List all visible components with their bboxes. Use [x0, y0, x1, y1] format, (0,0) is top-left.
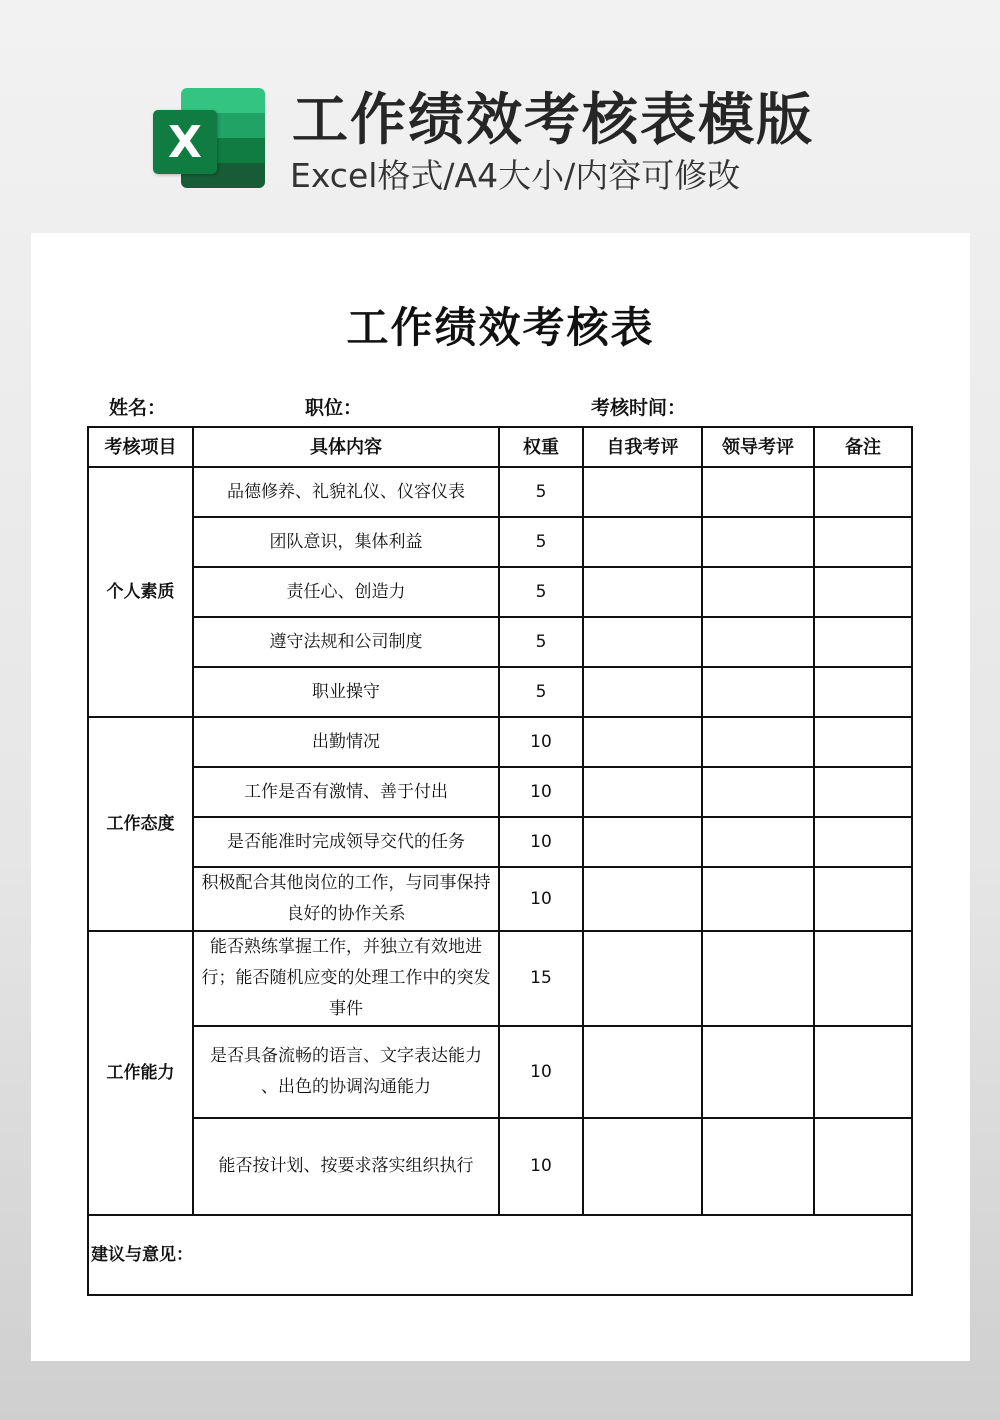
self-eval-cell[interactable] [583, 667, 702, 717]
remarks-field[interactable] [88, 1215, 912, 1295]
table-row [88, 931, 912, 1026]
table-row [88, 467, 912, 517]
table-row [88, 717, 912, 767]
table-row [88, 767, 912, 817]
header-cell: 自我考评 [583, 427, 702, 467]
document-title: 工作绩效考核表 [346, 303, 655, 352]
remark-cell[interactable] [814, 1026, 912, 1118]
content-cell: 品德修养、礼貌礼仪、仪容仪表 [193, 467, 499, 517]
excel-icon: X [153, 110, 217, 174]
weight-cell: 5 [499, 517, 583, 567]
content-cell: 出勤情况 [193, 717, 499, 767]
leader-eval-cell[interactable] [702, 1118, 814, 1215]
remark-cell[interactable] [814, 567, 912, 617]
leader-eval-cell[interactable] [702, 1026, 814, 1118]
content-cell: 工作是否有激情、善于付出 [193, 767, 499, 817]
content-cell: 责任心、创造力 [193, 567, 499, 617]
remark-cell[interactable] [814, 1118, 912, 1215]
evaluation-table [87, 426, 913, 1296]
weight-cell: 5 [499, 667, 583, 717]
header-cell: 权重 [499, 427, 583, 467]
leader-eval-cell[interactable] [702, 867, 814, 931]
remark-cell[interactable] [814, 867, 912, 931]
leader-eval-cell[interactable] [702, 767, 814, 817]
table-row [88, 1026, 912, 1118]
remark-cell[interactable] [814, 467, 912, 517]
content-cell: 职业操守 [193, 667, 499, 717]
content-cell: 团队意识，集体利益 [193, 517, 499, 567]
table-row [88, 667, 912, 717]
weight-cell: 5 [499, 567, 583, 617]
leader-eval-cell[interactable] [702, 817, 814, 867]
remark-cell[interactable] [814, 767, 912, 817]
leader-eval-cell[interactable] [702, 717, 814, 767]
leader-eval-cell[interactable] [702, 517, 814, 567]
self-eval-cell[interactable] [583, 1118, 702, 1215]
remark-cell[interactable] [814, 617, 912, 667]
remark-cell[interactable] [814, 667, 912, 717]
category-cell: 工作态度 [88, 717, 193, 931]
leader-eval-cell[interactable] [702, 567, 814, 617]
weight-cell: 10 [499, 1026, 583, 1118]
category-cell: 工作能力 [88, 931, 193, 1215]
remark-cell[interactable] [814, 931, 912, 1026]
banner-subtitle: Excel格式/A4大小/内容可修改 [290, 156, 741, 195]
self-eval-cell[interactable] [583, 817, 702, 867]
self-eval-cell[interactable] [583, 517, 702, 567]
banner-title: 工作绩效考核表模版 [292, 88, 814, 153]
document-page [31, 233, 970, 1361]
table-row [88, 1118, 912, 1215]
weight-cell: 10 [499, 1118, 583, 1215]
content-cell: 是否具备流畅的语言、文字表达能力 、出色的协调沟通能力 [193, 1026, 499, 1118]
table-row [88, 567, 912, 617]
leader-eval-cell[interactable] [702, 667, 814, 717]
table-row [88, 867, 912, 931]
remarks-row [88, 1215, 912, 1295]
self-eval-cell[interactable] [583, 467, 702, 517]
table-row [88, 817, 912, 867]
leader-eval-cell[interactable] [702, 617, 814, 667]
remark-cell[interactable] [814, 717, 912, 767]
content-cell: 积极配合其他岗位的工作，与同事保持良好的协作关系 [193, 867, 499, 931]
remark-cell[interactable] [814, 817, 912, 867]
category-cell: 个人素质 [88, 467, 193, 717]
weight-cell: 5 [499, 617, 583, 667]
table-row [88, 517, 912, 567]
content-cell: 能否按计划、按要求落实组织执行 [193, 1118, 499, 1215]
weight-cell: 10 [499, 767, 583, 817]
header-cell: 具体内容 [193, 427, 499, 467]
self-eval-cell[interactable] [583, 1026, 702, 1118]
header-cell: 领导考评 [702, 427, 814, 467]
weight-cell: 15 [499, 931, 583, 1026]
remark-cell[interactable] [814, 517, 912, 567]
weight-cell: 10 [499, 717, 583, 767]
weight-cell: 10 [499, 817, 583, 867]
excel-logo [153, 88, 265, 188]
self-eval-cell[interactable] [583, 617, 702, 667]
self-eval-cell[interactable] [583, 717, 702, 767]
time-label: 考核时间： [591, 397, 687, 419]
table-header-row [88, 427, 912, 467]
leader-eval-cell[interactable] [702, 467, 814, 517]
self-eval-cell[interactable] [583, 931, 702, 1026]
self-eval-cell[interactable] [583, 567, 702, 617]
table-row [88, 617, 912, 667]
weight-cell: 5 [499, 467, 583, 517]
position-label: 职位： [305, 397, 363, 419]
content-cell: 能否熟练掌握工作，并独立有效地进行；能否随机应变的处理工作中的突发事件 [193, 931, 499, 1026]
remarks-label: 建议与意见： [91, 1244, 193, 1265]
header-cell: 考核项目 [88, 427, 193, 467]
self-eval-cell[interactable] [583, 767, 702, 817]
leader-eval-cell[interactable] [702, 931, 814, 1026]
header-cell: 备注 [814, 427, 912, 467]
content-cell: 是否能准时完成领导交代的任务 [193, 817, 499, 867]
self-eval-cell[interactable] [583, 867, 702, 931]
name-label: 姓名： [109, 397, 167, 419]
weight-cell: 10 [499, 867, 583, 931]
content-cell: 遵守法规和公司制度 [193, 617, 499, 667]
